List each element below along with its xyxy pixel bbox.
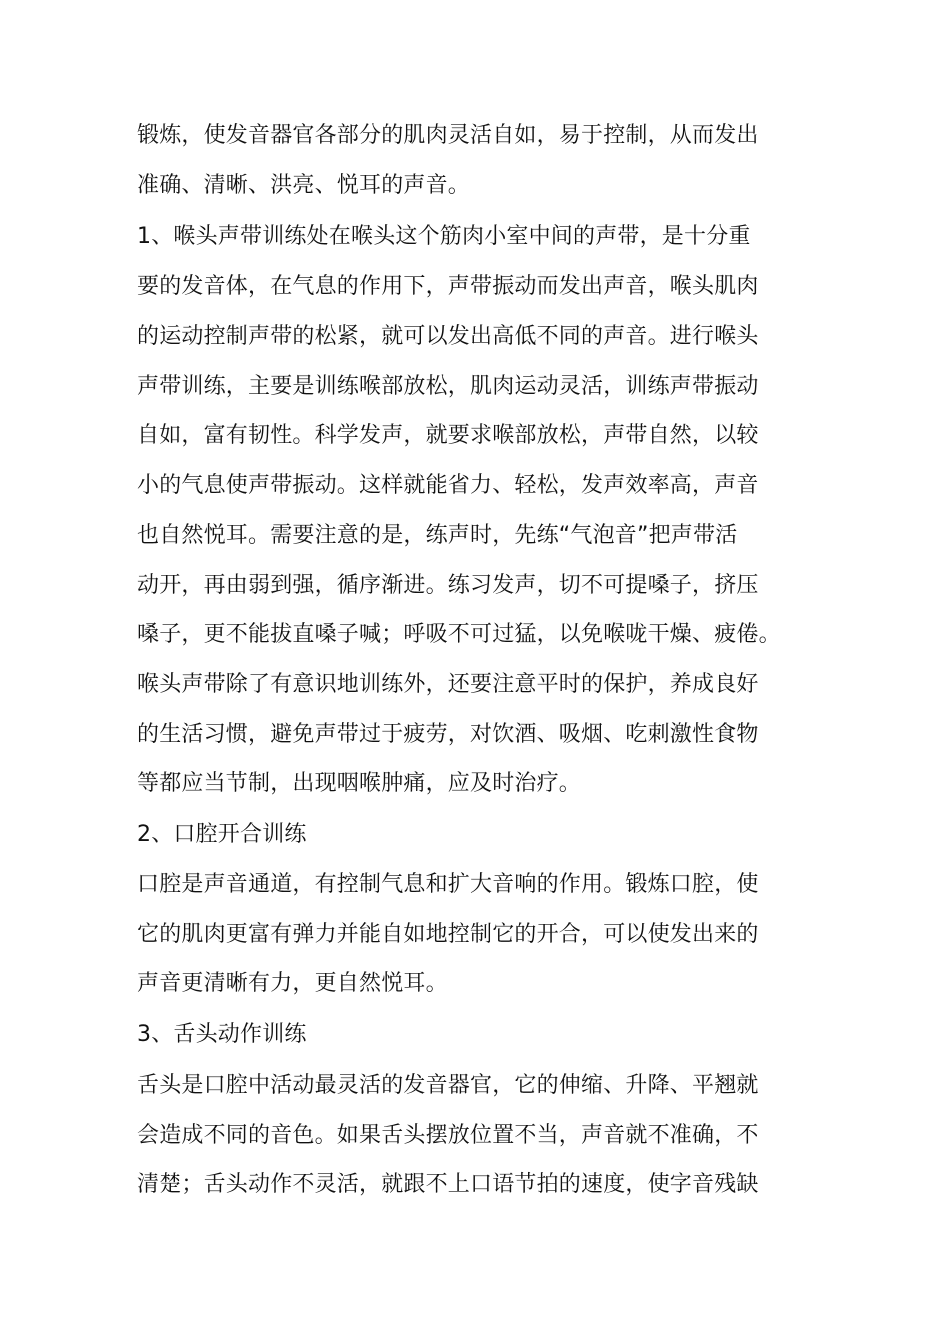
text-line: 的运动控制声带的松紧，就可以发出高低不同的声音。进行喉头 (137, 324, 759, 349)
text-line: 1、喉头声带训练处在喉头这个筋肉小室中间的声带，是十分重 (137, 224, 751, 249)
text-line: 准确、清晰、洪亮、悦耳的声音。 (137, 173, 471, 198)
text-line: 会造成不同的音色。如果舌头摆放位置不当，声音就不准确，不 (137, 1123, 759, 1148)
text-line: 小的气息使声带振动。这样就能省力、轻松，发声效率高，声音 (137, 473, 759, 498)
text-line: 也自然悦耳。需要注意的是，练声时，先练“气泡音”把声带活 (137, 523, 738, 548)
text-line: 声带训练，主要是训练喉部放松，肌肉运动灵活，训练声带振动 (137, 374, 759, 399)
text-line: 动开，再由弱到强，循序渐进。练习发声，切不可提嗓子，挤压 (137, 573, 759, 598)
text-line: 等都应当节制，出现咽喉肿痛，应及时治疗。 (137, 771, 582, 796)
text-line: 舌头是口腔中活动最灵活的发音器官，它的伸缩、升降、平翘就 (137, 1073, 759, 1098)
text-line: 嗓子，更不能拔直嗓子喊；呼吸不可过猛，以免喉咙干燥、疲倦。 (137, 622, 781, 647)
text-line: 自如，富有韧性。科学发声，就要求喉部放松，声带自然，以较 (137, 423, 759, 448)
text-line: 要的发音体，在气息的作用下，声带振动而发出声音，喉头肌肉 (137, 274, 759, 299)
text-line: 口腔是声音通道，有控制气息和扩大音响的作用。锻炼口腔，使 (137, 872, 759, 897)
section-heading: 3、舌头动作训练 (137, 1022, 307, 1047)
text-line: 喉头声带除了有意识地训练外，还要注意平时的保护，养成良好 (137, 672, 759, 697)
text-line: 清楚；舌头动作不灵活，就跟不上口语节拍的速度，使字音残缺 (137, 1172, 759, 1197)
text-line: 它的肌肉更富有弹力并能自如地控制它的开合，可以使发出来的 (137, 922, 759, 947)
text-line: 的生活习惯，避免声带过于疲劳，对饮酒、吸烟、吃刺激性食物 (137, 722, 759, 747)
text-line: 声音更清晰有力，更自然悦耳。 (137, 971, 448, 996)
section-heading: 2、口腔开合训练 (137, 822, 307, 847)
text-line: 锻炼，使发音器官各部分的肌肉灵活自如，易于控制，从而发出 (137, 123, 759, 148)
